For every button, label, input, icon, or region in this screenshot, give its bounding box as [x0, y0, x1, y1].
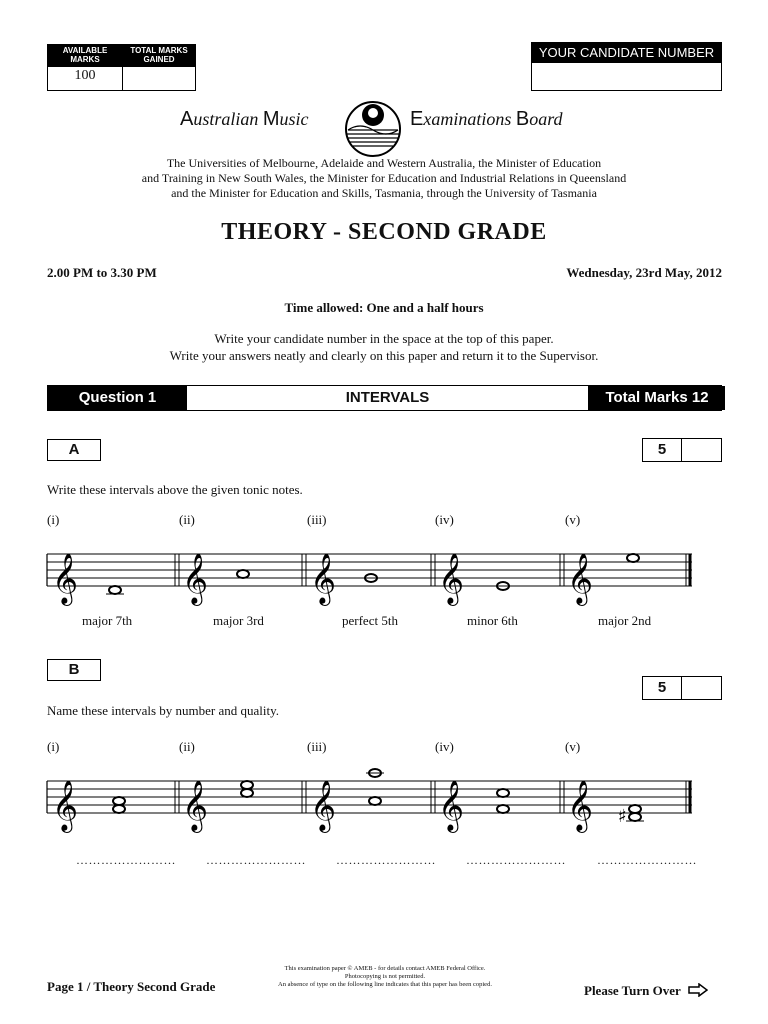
section-a-marks: 5 [643, 439, 682, 461]
footer-page-label: Page 1 / Theory Second Grade [47, 979, 216, 994]
label-b-ii: (ii) [179, 739, 195, 754]
note-a-ii [237, 570, 249, 578]
board-header [0, 100, 768, 146]
treble-clef-icon: 𝄞 [438, 780, 465, 831]
label-b-iv: (iv) [435, 739, 454, 754]
exam-date: Wednesday, 23rd May, 2012 [566, 265, 722, 280]
answer-line-b-v[interactable]: …………………… [597, 853, 697, 867]
candidate-number-label: YOUR CANDIDATE NUMBER [532, 43, 721, 63]
treble-clef-icon: 𝄞 [567, 553, 594, 604]
treble-clef-icon: 𝄞 [182, 780, 209, 831]
label-a-i: (i) [47, 512, 60, 527]
section-b-marks: 5 [643, 677, 682, 699]
note-b-ii-bottom [241, 789, 253, 797]
note-b-v-top [629, 805, 641, 813]
instructions: Write your candidate number in the space at the top of this paper. Write your answers neatly and clearly on this paper and return it to the Supervisor. [169, 331, 599, 363]
available-marks-label: AVAILABLE MARKS [48, 45, 122, 67]
sharp-icon: ♯ [618, 806, 627, 827]
board-name-left: Australian Music [180, 108, 309, 130]
note-a-v [627, 554, 639, 562]
page-title: THEORY - SECOND GRADE [221, 219, 547, 245]
section-a-prompt: Write these intervals above the given tonic notes. [47, 482, 303, 497]
answer-line-b-iii[interactable]: …………………… [336, 853, 436, 867]
note-b-i-top [113, 797, 125, 805]
answer-line-b-ii[interactable]: …………………… [206, 853, 306, 867]
available-marks-value: 100 [74, 68, 96, 83]
note-b-ii-top [241, 781, 253, 789]
arrow-right-icon [688, 983, 708, 997]
time-allowed: Time allowed: One and a half hours [284, 300, 484, 315]
question-bar [47, 385, 722, 411]
label-b-i: (i) [47, 739, 60, 754]
interval-a-i: major 7th [82, 613, 133, 628]
treble-clef-icon: 𝄞 [310, 780, 337, 831]
section-b-score-box [642, 676, 722, 700]
universities-text: The Universities of Melbourne, Adelaide and Western Australia, the Minister of Education and Training in New South Wales, the Minister for Education and Industrial Relations in Queensland and the Minister for Education and Skills, Tasmania, through the University of Tasmania [141, 156, 627, 200]
section-b-prompt: Name these intervals by number and quality. [47, 703, 280, 718]
note-b-iii-bottom [369, 797, 381, 805]
answer-line-b-iv[interactable]: …………………… [466, 853, 566, 867]
footer-copyright: This examination paper © AMEB - for details contact AMEB Federal Office. Photocopying is not permitted. An absence of type on the following line indicates that this paper has been copied. [278, 965, 492, 988]
marks-table [47, 44, 196, 91]
label-b-v: (v) [565, 739, 581, 754]
section-a-staff [40, 530, 700, 610]
section-b-score-field[interactable] [683, 677, 721, 699]
interval-a-iv: minor 6th [467, 613, 518, 628]
exam-time: 2.00 PM to 3.30 PM [47, 265, 157, 280]
note-a-i [109, 586, 121, 594]
treble-clef-icon: 𝄞 [567, 780, 594, 831]
section-a-score-field[interactable] [683, 439, 721, 461]
section-b-staff [40, 757, 700, 837]
interval-a-v: major 2nd [598, 613, 652, 628]
treble-clef-icon: 𝄞 [52, 780, 79, 831]
treble-clef-icon: 𝄞 [182, 553, 209, 604]
section-b-label: B [47, 659, 101, 681]
total-marks-label: Total Marks 12 [589, 386, 725, 410]
treble-clef-icon: 𝄞 [310, 553, 337, 604]
total-marks-gained-field[interactable] [123, 67, 195, 89]
interval-a-ii: major 3rd [213, 613, 264, 628]
note-b-v-bottom [629, 813, 641, 821]
note-b-i-bottom [113, 805, 125, 813]
candidate-number-box [531, 42, 722, 91]
note-b-iv-bottom [497, 805, 509, 813]
label-a-ii: (ii) [179, 512, 195, 527]
section-a-score-box [642, 438, 722, 462]
note-b-iv-top [497, 789, 509, 797]
total-marks-gained-label: TOTAL MARKS GAINED [123, 45, 195, 67]
treble-clef-icon: 𝄞 [438, 553, 465, 604]
label-a-iii: (iii) [307, 512, 327, 527]
footer-turn-over: Please Turn Over [584, 983, 708, 999]
interval-a-iii: perfect 5th [342, 613, 398, 628]
question-number: Question 1 [48, 386, 187, 410]
question-title: INTERVALS [187, 386, 589, 410]
ameb-logo-icon [340, 100, 406, 158]
section-a-label: A [47, 439, 101, 461]
treble-clef-icon: 𝄞 [52, 553, 79, 604]
label-b-iii: (iii) [307, 739, 327, 754]
answer-line-b-i[interactable]: …………………… [76, 853, 176, 867]
label-a-v: (v) [565, 512, 581, 527]
board-name-right: Examinations Board [410, 108, 563, 130]
candidate-number-field[interactable] [532, 63, 721, 89]
label-a-iv: (iv) [435, 512, 454, 527]
